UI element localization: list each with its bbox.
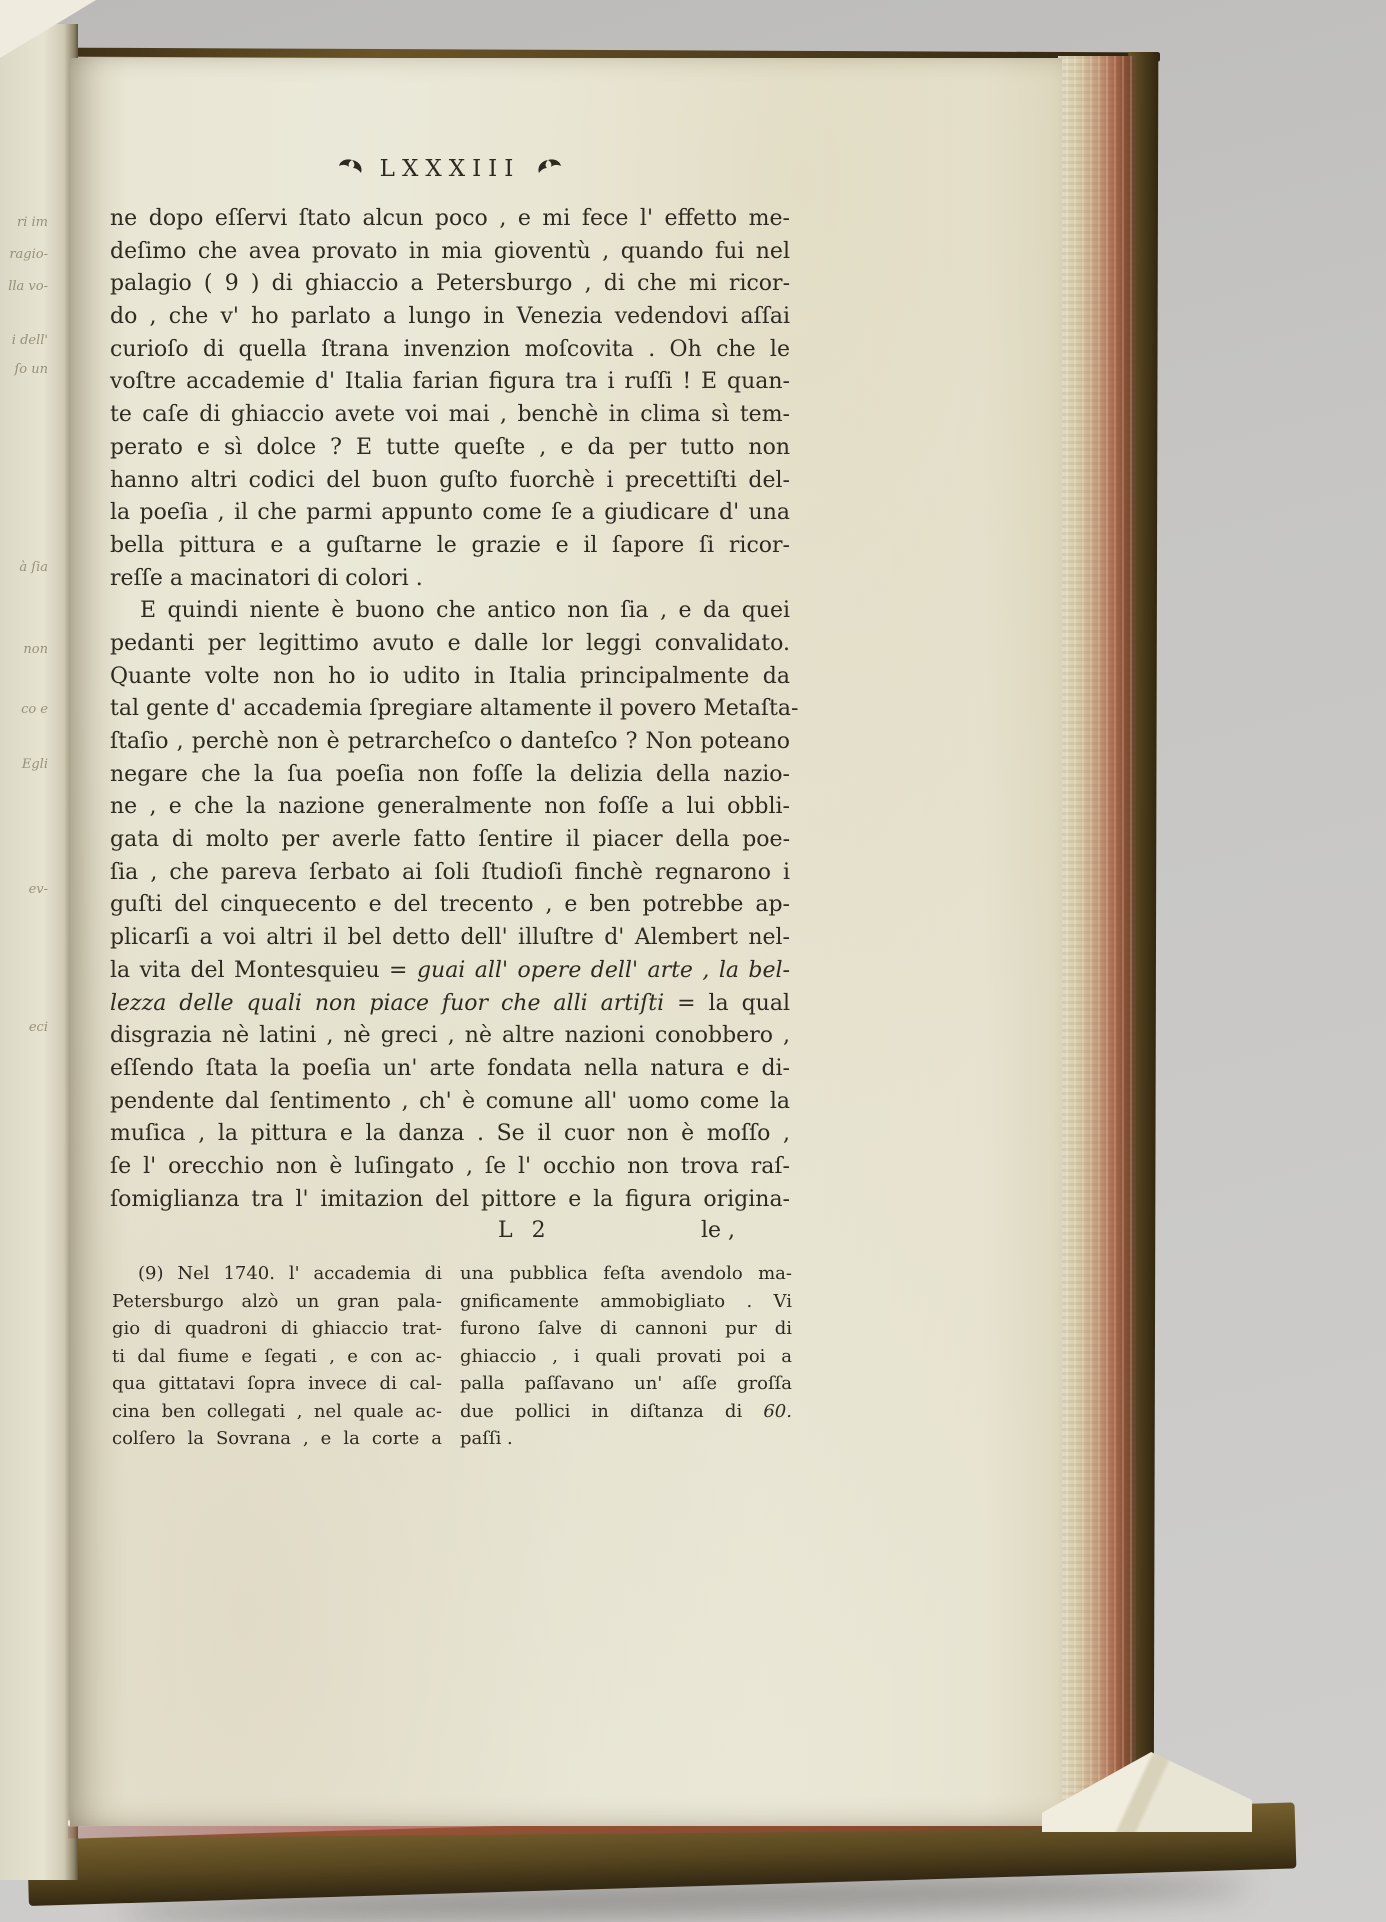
show-through-text-fragment: eci (28, 1020, 48, 1035)
body-line (110, 203, 790, 236)
text-segment: ghiaccio , i quali provati poi a (460, 1345, 792, 1367)
footnote-line (112, 1343, 442, 1371)
body-line (110, 399, 790, 432)
page-header (110, 156, 790, 182)
text-segment: colſero la Sovrana , e la corte a (112, 1428, 442, 1449)
text-segment: reſſe a macinatori di colori . (110, 565, 423, 591)
text-segment: curioſo di quella ſtrana invenzion moſcovita . Oh che le (110, 336, 790, 362)
text-segment: paſſi . (460, 1428, 513, 1449)
text-segment: pendente dal ſentimento , ch' è comune all' uomo come la (110, 1088, 790, 1114)
body-line (110, 236, 790, 269)
text-segment: due pollici in diſtanza di (460, 1400, 764, 1422)
body-line (110, 465, 790, 498)
text-segment: ſe l' orecchio non è luſingato , ſe l' occhio non trova raſ- (110, 1153, 790, 1179)
body-line (110, 726, 790, 759)
italic-text-segment: guai all' opere dell' arte , la bel- (416, 957, 790, 983)
body-text (110, 203, 799, 1216)
text-segment: gata di molto per averle fatto ſentire il piacer della poe- (110, 827, 790, 853)
text-segment: Petersburgo alzò un gran pala- (112, 1290, 442, 1312)
text-segment: perato e sì dolce ? E tutte queſte , e da per tutto non (110, 434, 790, 460)
catchword: le , (700, 1218, 735, 1243)
body-line (110, 922, 790, 955)
footnote-line (460, 1288, 792, 1316)
text-segment: furono ſalve di cannoni pur di (460, 1318, 792, 1339)
show-through-text-fragment: lla vo- (8, 279, 48, 294)
italic-text-segment: lezza delle quali non piace fuor che alli artiſti (110, 990, 665, 1016)
text-segment: ſtaſio , perchè non è petrarcheſco o danteſco ? Non poteano (110, 729, 790, 754)
body-line (110, 857, 790, 890)
body-line (110, 1184, 790, 1217)
text-segment: do , che v' ho parlato a lungo in Venezia vedendovi aſſai (110, 304, 790, 330)
text-segment: guſti del cinquecento e del trecento , e ben potrebbe ap- (110, 892, 790, 918)
body-line (110, 628, 790, 661)
footnote-line (112, 1370, 442, 1398)
footnote-line (112, 1398, 442, 1426)
show-through-text-fragment: ragio- (9, 247, 48, 262)
show-through-text-fragment: à ſia (19, 560, 48, 575)
footnote-line (460, 1315, 792, 1343)
footnote-line (112, 1425, 442, 1453)
text-segment: cina ben collegati , nel quale ac- (112, 1400, 442, 1422)
text-segment: = la qual (664, 990, 790, 1016)
text-segment: negare che la ſua poeſia non foſſe la delizia della nazio- (110, 761, 790, 787)
footnote-line (112, 1288, 442, 1316)
footnote-line (112, 1260, 442, 1288)
fore-edge-pages (1058, 56, 1136, 1828)
text-segment: ne , e che la nazione generalmente non foſſe a lui obbli- (110, 794, 790, 820)
footnote-column-left (112, 1260, 442, 1453)
body-line (110, 1118, 790, 1151)
footnote-line (460, 1425, 792, 1453)
text-segment: (9) Nel 1740. l' accademia di (138, 1263, 442, 1284)
text-segment: palagio ( 9 ) di ghiaccio a Petersburgo , di che mi ricor- (110, 271, 790, 297)
text-segment: disgrazia nè latini , nè greci , nè altre nazioni conobbero , (110, 1023, 790, 1049)
body-line (110, 661, 790, 694)
body-line (110, 334, 790, 367)
text-segment: gnificamente ammobigliato . Vi (460, 1290, 792, 1312)
page-number: LXXXIII (379, 156, 521, 182)
text-segment: bella pittura e a guſtarne le grazie e il ſapore ſi ricor- (110, 532, 790, 558)
gathering-mark: L 2 (498, 1218, 546, 1243)
show-through-text-fragment: non (23, 642, 48, 657)
text-segment: tal gente d' accademia ſpregiare altamente il povero Metaſta- (110, 696, 799, 722)
text-segment: E quindi niente è buono che antico non ſia , e da quei (140, 598, 790, 624)
body-line (110, 301, 790, 334)
signature-row (110, 1214, 790, 1247)
show-through-text-fragment: Egli (21, 757, 48, 772)
text-segment: hanno altri codici del buon guſto fuorchè i precettiſti del- (110, 467, 790, 493)
show-through-text-fragment: ri im (17, 215, 48, 230)
body-line (110, 595, 790, 628)
body-line (110, 824, 790, 857)
text-segment: Quante volte non ho io udito in Italia principalmente da (110, 663, 790, 689)
italic-text-segment: 60. (763, 1400, 792, 1422)
facing-page-edge (0, 24, 78, 1880)
body-line (110, 563, 790, 596)
text-segment: plicarſi a voi altri il bel detto dell' illuſtre d' Alembert nel- (110, 925, 790, 951)
body-line (110, 432, 790, 465)
page (70, 58, 1062, 1826)
body-line (110, 268, 790, 301)
text-segment: una pubblica feſta avendolo ma- (460, 1263, 792, 1284)
body-line (110, 955, 790, 988)
text-segment: ſomiglianza tra l' imitazion del pittore e la figura origina- (110, 1186, 790, 1212)
text-segment: palla paſſavano un' aſſe groſſa (460, 1373, 792, 1394)
body-line (110, 1053, 790, 1086)
footnote-line (460, 1260, 792, 1288)
text-segment: qua gittatavi ſopra invece di cal- (112, 1373, 442, 1394)
text-segment: ſia , che pareva ſerbato ai ſoli ſtudioſi finchè regnarono i (110, 859, 790, 885)
text-segment: voſtre accademie d' Italia farian figura tra i ruſſi ! E quan- (110, 369, 790, 395)
body-line (110, 366, 790, 399)
body-line (110, 1086, 790, 1119)
footnote-line (460, 1370, 792, 1398)
fleuron-left-icon (338, 157, 364, 181)
footnote-section (112, 1260, 804, 1453)
show-through-text-fragment: ev- (28, 882, 48, 897)
text-segment: la vita del Montesquieu = (110, 957, 417, 983)
body-line (110, 1020, 790, 1053)
text-segment: eſſendo ſtata la poeſia un' arte fondata nella natura e di- (110, 1055, 790, 1081)
text-segment: te caſe di ghiaccio avete voi mai , benchè in clima sì tem- (110, 402, 790, 428)
body-line (110, 759, 790, 792)
footnote-line (460, 1398, 792, 1426)
body-line (110, 988, 790, 1021)
show-through-text-fragment: i dell' (11, 333, 48, 348)
footnote-column-right (460, 1260, 792, 1453)
text-segment: ne dopo eſſervi ſtato alcun poco , e mi fece l' effetto me- (110, 206, 790, 231)
footnote-line (460, 1343, 792, 1371)
text-segment: deſimo che avea provato in mia gioventù , quando fui nel (110, 238, 790, 264)
show-through-text-fragment: ſo un (14, 362, 48, 377)
fleuron-right-icon (536, 157, 562, 181)
body-line (110, 1151, 790, 1184)
body-line (110, 791, 790, 824)
body-line (110, 693, 799, 726)
text-segment: la poeſia , il che parmi appunto come ſe a giudicare d' una (110, 500, 790, 526)
text-segment: pedanti per legittimo avuto e dalle lor leggi convalidato. (110, 630, 790, 656)
body-line (110, 530, 790, 563)
body-line (110, 497, 790, 530)
footnote-line (112, 1315, 442, 1343)
show-through-text-fragment: co e (21, 702, 48, 717)
text-segment: muſica , la pittura e la danza . Se il cuor non è moſſo , (110, 1121, 790, 1147)
body-line (110, 889, 790, 922)
text-segment: ti dal fiume e ſegati , e con ac- (112, 1345, 442, 1367)
text-segment: gio di quadroni di ghiaccio trat- (112, 1318, 442, 1339)
